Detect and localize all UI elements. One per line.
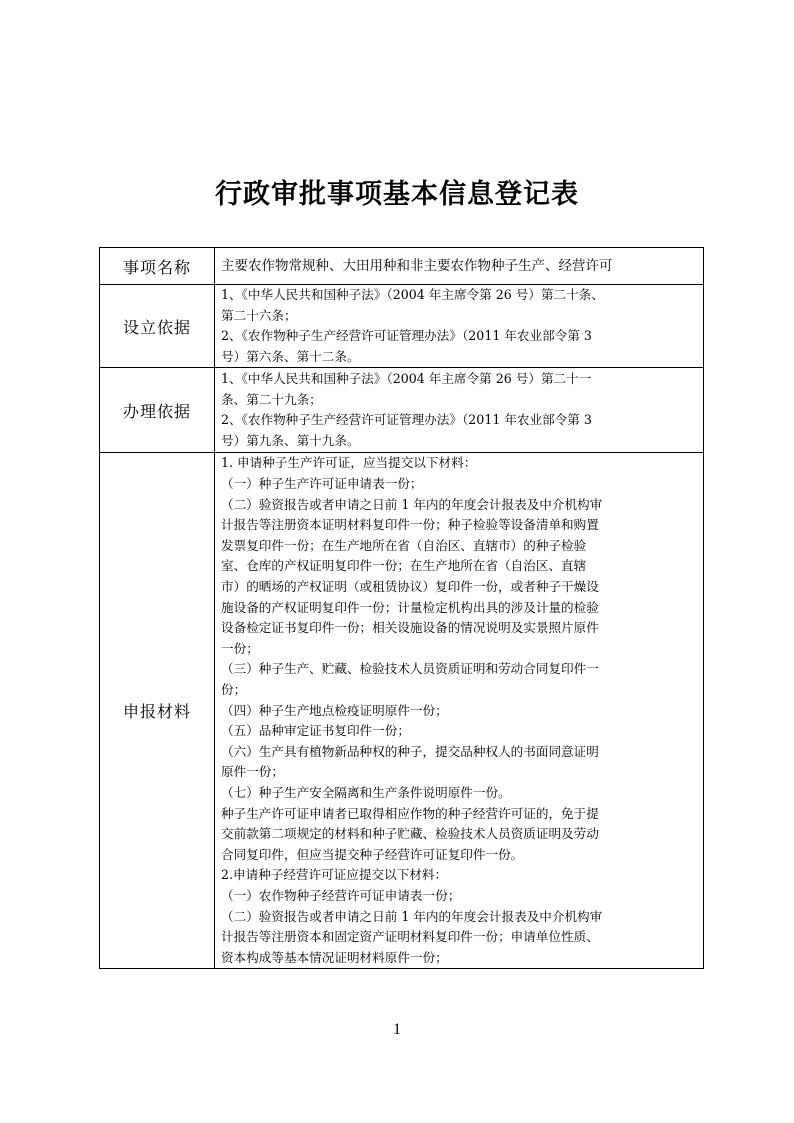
content-line: 1、《中华人民共和国种子法》（2004 年主席令第 26 号）第二十一 bbox=[221, 371, 592, 387]
content-line: 第二十六条； bbox=[221, 307, 297, 323]
content-line: （七）种子生产安全隔离和生产条件说明原件一份。 bbox=[221, 784, 511, 800]
content-line: 市）的晒场的产权证明（或租赁协议）复印件一份，或者种子干燥设 bbox=[221, 579, 599, 595]
content-line: 室、仓库的产权证明复印件一份；在生产地所在省（自治区、直辖 bbox=[221, 558, 587, 574]
content-line: （四）种子生产地点检疫证明原件一份； bbox=[221, 702, 448, 718]
content-line: 资本构成等基本情况证明材料原件一份； bbox=[221, 949, 448, 965]
content-line: 1. 申请种子生产许可证，应当提交以下材料： bbox=[221, 455, 477, 471]
label-establishment-basis: 设立依据 bbox=[100, 285, 215, 368]
content-line: 计报告等注册资本和固定资产证明材料复印件一份；申请单位性质、 bbox=[221, 929, 599, 945]
content-line: （二）验资报告或者申请之日前 1 年内的年度会计报表及中介机构审 bbox=[221, 908, 603, 924]
content-line: 1、《中华人民共和国种子法》（2004 年主席令第 26 号）第二十条、 bbox=[221, 287, 604, 302]
content-line: （一）种子生产许可证申请表一份； bbox=[221, 476, 423, 492]
content-line: 发票复印件一份；在生产地所在省（自治区、直辖市）的种子检验 bbox=[221, 537, 587, 553]
registration-table bbox=[99, 247, 704, 969]
content-line: 种子生产许可证申请者已取得相应作物的种子经营许可证的，免于提 bbox=[221, 805, 599, 821]
table-row-application-materials bbox=[100, 453, 704, 969]
content-line: 一份； bbox=[221, 640, 259, 656]
content-item-name bbox=[215, 248, 704, 285]
content-line: （五）品种审定证书复印件一份； bbox=[221, 723, 410, 739]
content-line: 计报告等注册资本证明材料复印件一份；种子检验等设备清单和购置 bbox=[221, 517, 599, 533]
table-row-handling-basis bbox=[100, 368, 704, 453]
content-line: 号）第六条、第十二条。 bbox=[221, 348, 360, 364]
content-line: （六）生产具有植物新品种权的种子，提交品种权人的书面同意证明 bbox=[221, 743, 599, 759]
content-line: （一）农作物种子经营许可证申请表一份； bbox=[221, 887, 461, 903]
content-line: 原件一份； bbox=[221, 764, 284, 780]
content-handling-basis bbox=[215, 368, 704, 453]
table-row-item-name bbox=[100, 248, 704, 285]
content-line: 2.申请种子经营许可证应提交以下材料： bbox=[221, 867, 448, 883]
content-line: 设备检定证书复印件一份；相关设施设备的情况说明及实景照片原件 bbox=[221, 620, 599, 636]
document-title: 行政审批事项基本信息登记表 bbox=[215, 179, 579, 210]
content-line: 施设备的产权证明复印件一份；计量检定机构出具的涉及计量的检验 bbox=[221, 599, 599, 615]
content-line: 主要农作物常规种、大田用种和非主要农作物种子生产、经营许可 bbox=[221, 257, 613, 274]
content-line: 合同复印件，但应当提交种子经营许可证复印件一份。 bbox=[221, 846, 524, 862]
content-line: （二）验资报告或者申请之日前 1 年内的年度会计报表及中介机构审 bbox=[221, 496, 603, 512]
content-line: 号）第九条、第十九条。 bbox=[221, 432, 360, 448]
page-number: 1 bbox=[393, 1021, 401, 1038]
content-line: 2、《农作物种子生产经营许可证管理办法》（2011 年农业部令第 3 bbox=[221, 412, 592, 428]
label-item-name: 事项名称 bbox=[100, 248, 215, 285]
table-row-establishment-basis bbox=[100, 285, 704, 368]
content-line: 交前款第二项规定的材料和种子贮藏、检验技术人员资质证明及劳动 bbox=[221, 826, 599, 842]
content-line: 2、《农作物种子生产经营许可证管理办法》（2011 年农业部令第 3 bbox=[221, 328, 592, 344]
content-line: （三）种子生产、贮藏、检验技术人员资质证明和劳动合同复印件一 bbox=[221, 661, 599, 677]
content-line: 条、第二十九条； bbox=[221, 391, 322, 407]
content-establishment-basis bbox=[215, 285, 704, 368]
label-application-materials: 申报材料 bbox=[100, 453, 215, 969]
content-application-materials bbox=[215, 453, 704, 969]
content-line: 份； bbox=[221, 681, 247, 697]
label-handling-basis: 办理依据 bbox=[100, 368, 215, 453]
